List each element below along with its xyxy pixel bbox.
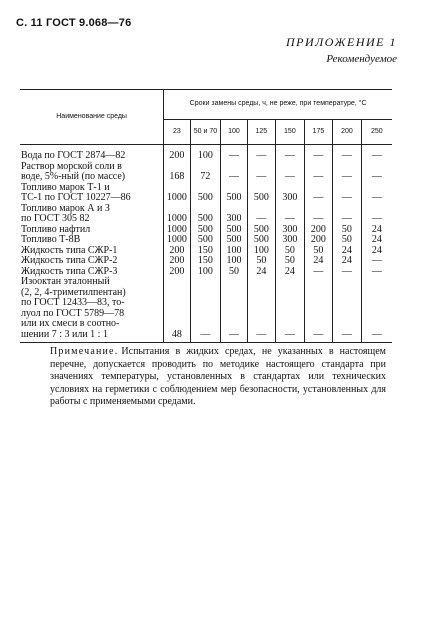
medium-name-line: Изооктан эталонный bbox=[21, 276, 110, 287]
interval-cell: — bbox=[221, 145, 247, 162]
interval-cell: 24 bbox=[371, 244, 382, 256]
appendix-heading bbox=[286, 34, 397, 68]
interval-cell: — bbox=[333, 204, 362, 225]
interval-cell: 500 bbox=[247, 183, 276, 204]
interval-cell: 300 bbox=[221, 204, 247, 225]
interval-cell: 50 bbox=[333, 235, 362, 246]
interval-cell: 1000 bbox=[164, 235, 190, 246]
interval-cell: — bbox=[247, 277, 276, 343]
interval-cell: — bbox=[333, 183, 362, 204]
medium-name-line: Топливо марок Т-1 и bbox=[21, 181, 110, 193]
interval-cell: 24 bbox=[333, 246, 362, 257]
interval-cell: 48 bbox=[164, 277, 190, 343]
interval-cell: 100 bbox=[190, 145, 221, 162]
column-header-temp: 125 bbox=[247, 119, 276, 144]
interval-cell: 300 bbox=[276, 183, 305, 204]
interval-cell: 500 bbox=[221, 225, 247, 236]
interval-cell: 500 bbox=[247, 235, 276, 246]
interval-cell: 24 bbox=[304, 256, 333, 267]
interval-cell: 300 bbox=[276, 225, 305, 236]
medium-name-line: (2, 2, 4-триметилпентан) bbox=[21, 286, 126, 298]
interval-cell: 24 bbox=[276, 267, 305, 278]
interval-cell: 100 bbox=[247, 246, 276, 257]
interval-cell: — bbox=[247, 145, 276, 162]
interval-cell: 500 bbox=[190, 225, 221, 236]
interval-cell: — bbox=[333, 145, 362, 162]
interval-cell: — bbox=[333, 267, 362, 278]
interval-cell: — bbox=[247, 204, 276, 225]
medium-name-line: луол по ГОСТ 5789—78 bbox=[21, 307, 125, 319]
interval-cell: 200 bbox=[164, 256, 190, 267]
table-body bbox=[20, 145, 392, 343]
interval-cell: — bbox=[304, 267, 333, 278]
interval-cell: — bbox=[221, 277, 247, 343]
interval-cell: — bbox=[247, 162, 276, 183]
interval-cell: 1000 bbox=[164, 225, 190, 236]
interval-cell: 100 bbox=[221, 256, 247, 267]
interval-cell: — bbox=[276, 204, 305, 225]
interval-cell: 500 bbox=[190, 183, 221, 204]
medium-name-line: или их смеси в соотно- bbox=[21, 318, 120, 329]
interval-cell: 50 bbox=[276, 256, 305, 267]
interval-cell: 150 bbox=[190, 256, 221, 267]
interval-cell: 200 bbox=[304, 235, 333, 246]
medium-name-line: ТС-1 по ГОСТ 10227—86 bbox=[21, 192, 131, 203]
medium-name-line: Жидкость типа СЖР-1 bbox=[21, 244, 118, 256]
table-row bbox=[20, 162, 392, 183]
column-header-medium: Наименование среды bbox=[20, 90, 164, 145]
interval-cell: 50 bbox=[304, 246, 333, 257]
table-row bbox=[20, 277, 392, 343]
interval-cell: 24 bbox=[371, 234, 382, 245]
medium-name-line: Жидкость типа СЖР-2 bbox=[21, 255, 118, 266]
interval-cell: — bbox=[333, 162, 362, 183]
interval-cell: 200 bbox=[164, 267, 190, 278]
medium-name bbox=[20, 235, 164, 246]
table-row bbox=[20, 204, 392, 225]
interval-cell: 50 bbox=[276, 246, 305, 257]
column-header-temp: 175 bbox=[304, 119, 333, 144]
appendix-subtitle: Рекомендуемое bbox=[326, 53, 397, 65]
interval-cell: — bbox=[371, 150, 382, 161]
interval-cell: 72 bbox=[190, 162, 221, 183]
interval-cell: 200 bbox=[304, 225, 333, 236]
interval-cell: — bbox=[304, 183, 333, 204]
interval-cell: 24 bbox=[333, 256, 362, 267]
interval-cell: — bbox=[276, 277, 305, 343]
column-header-temp: 50 и 70 bbox=[190, 119, 221, 144]
note bbox=[50, 346, 386, 409]
note-label: Примечание. bbox=[50, 346, 119, 357]
table-row bbox=[20, 183, 392, 204]
page-header: С. 11 ГОСТ 9.068—76 bbox=[16, 17, 132, 29]
interval-cell: 150 bbox=[190, 246, 221, 257]
interval-cell: — bbox=[371, 171, 382, 182]
interval-cell: — bbox=[371, 192, 382, 203]
interval-cell: 300 bbox=[276, 235, 305, 246]
interval-cell: 50 bbox=[221, 267, 247, 278]
medium-name bbox=[20, 145, 164, 162]
interval-cell: — bbox=[304, 204, 333, 225]
interval-cell: 100 bbox=[190, 267, 221, 278]
interval-cell: 24 bbox=[247, 267, 276, 278]
interval-cell: — bbox=[276, 145, 305, 162]
medium-name bbox=[20, 183, 164, 204]
medium-name bbox=[20, 277, 164, 343]
medium-name-line: шении 7 : 3 или 1 : 1 bbox=[21, 328, 108, 340]
column-header-temp: 250 bbox=[361, 119, 392, 144]
interval-cell: — bbox=[304, 145, 333, 162]
medium-name-line: по ГОСТ 305 82 bbox=[21, 213, 90, 224]
interval-cell: 200 bbox=[164, 246, 190, 257]
interval-cell: 1000 bbox=[164, 204, 190, 225]
medium-name-line: Топливо нафтил bbox=[21, 223, 91, 235]
column-header-temp: 100 bbox=[221, 119, 247, 144]
medium-name-line: воде, 5%-ный (по массе) bbox=[21, 171, 126, 182]
column-header-temp: 23 bbox=[164, 119, 190, 144]
interval-cell: — bbox=[190, 277, 221, 343]
interval-cell: — bbox=[371, 213, 382, 224]
interval-cell: 50 bbox=[247, 256, 276, 267]
interval-cell: 500 bbox=[221, 235, 247, 246]
interval-cell: 50 bbox=[333, 225, 362, 236]
medium-name bbox=[20, 162, 164, 183]
medium-name-line: Раствор морской соли в bbox=[21, 160, 122, 172]
interval-cell: — bbox=[371, 265, 382, 277]
interval-cell: 500 bbox=[190, 235, 221, 246]
medium-name-line: Жидкость типа СЖР-3 bbox=[21, 265, 118, 277]
interval-cell: 24 bbox=[371, 223, 382, 235]
interval-cell: — bbox=[371, 255, 382, 266]
column-header-temp: 200 bbox=[333, 119, 362, 144]
interval-cell: 100 bbox=[221, 246, 247, 257]
interval-cell: — bbox=[221, 162, 247, 183]
column-header-temp: 150 bbox=[276, 119, 305, 144]
medium-name-line: Вода по ГОСТ 2874—82 bbox=[21, 150, 126, 161]
appendix-title: ПРИЛОЖЕНИЕ 1 bbox=[286, 35, 397, 49]
interval-cell: — bbox=[304, 277, 333, 343]
table-row bbox=[20, 145, 392, 162]
interval-cell: — bbox=[333, 277, 362, 343]
medium-name-line: по ГОСТ 12433—83, то- bbox=[21, 297, 125, 308]
interval-cell: 200 bbox=[164, 145, 190, 162]
column-group-header: Сроки замены среды, ч, не реже, при температуре, °С bbox=[164, 90, 392, 120]
interval-cell: — bbox=[361, 277, 392, 343]
interval-cell: — bbox=[304, 162, 333, 183]
interval-cell: 500 bbox=[190, 204, 221, 225]
replacement-intervals-table bbox=[20, 89, 392, 343]
medium-name-line: Топливо марок А и З bbox=[21, 202, 110, 214]
table-row bbox=[20, 256, 392, 267]
interval-cell: 168 bbox=[164, 162, 190, 183]
table-row bbox=[20, 235, 392, 246]
interval-cell: 500 bbox=[247, 225, 276, 236]
medium-name bbox=[20, 256, 164, 267]
medium-name bbox=[20, 204, 164, 225]
interval-cell: — bbox=[276, 162, 305, 183]
note-text: Испытания в жидких средах, не указанных в настоящем перечне, допускается проводить по методике настоящего стандарта при значениях температуры, установленных в стандартах или технических условиях на герметики с соблюдением мер безопасности, установленных для работы с применяемыми средами. bbox=[50, 346, 386, 407]
interval-cell: 1000 bbox=[164, 183, 190, 204]
interval-cell: 500 bbox=[221, 183, 247, 204]
medium-name-line: Топливо Т-8В bbox=[21, 234, 81, 245]
